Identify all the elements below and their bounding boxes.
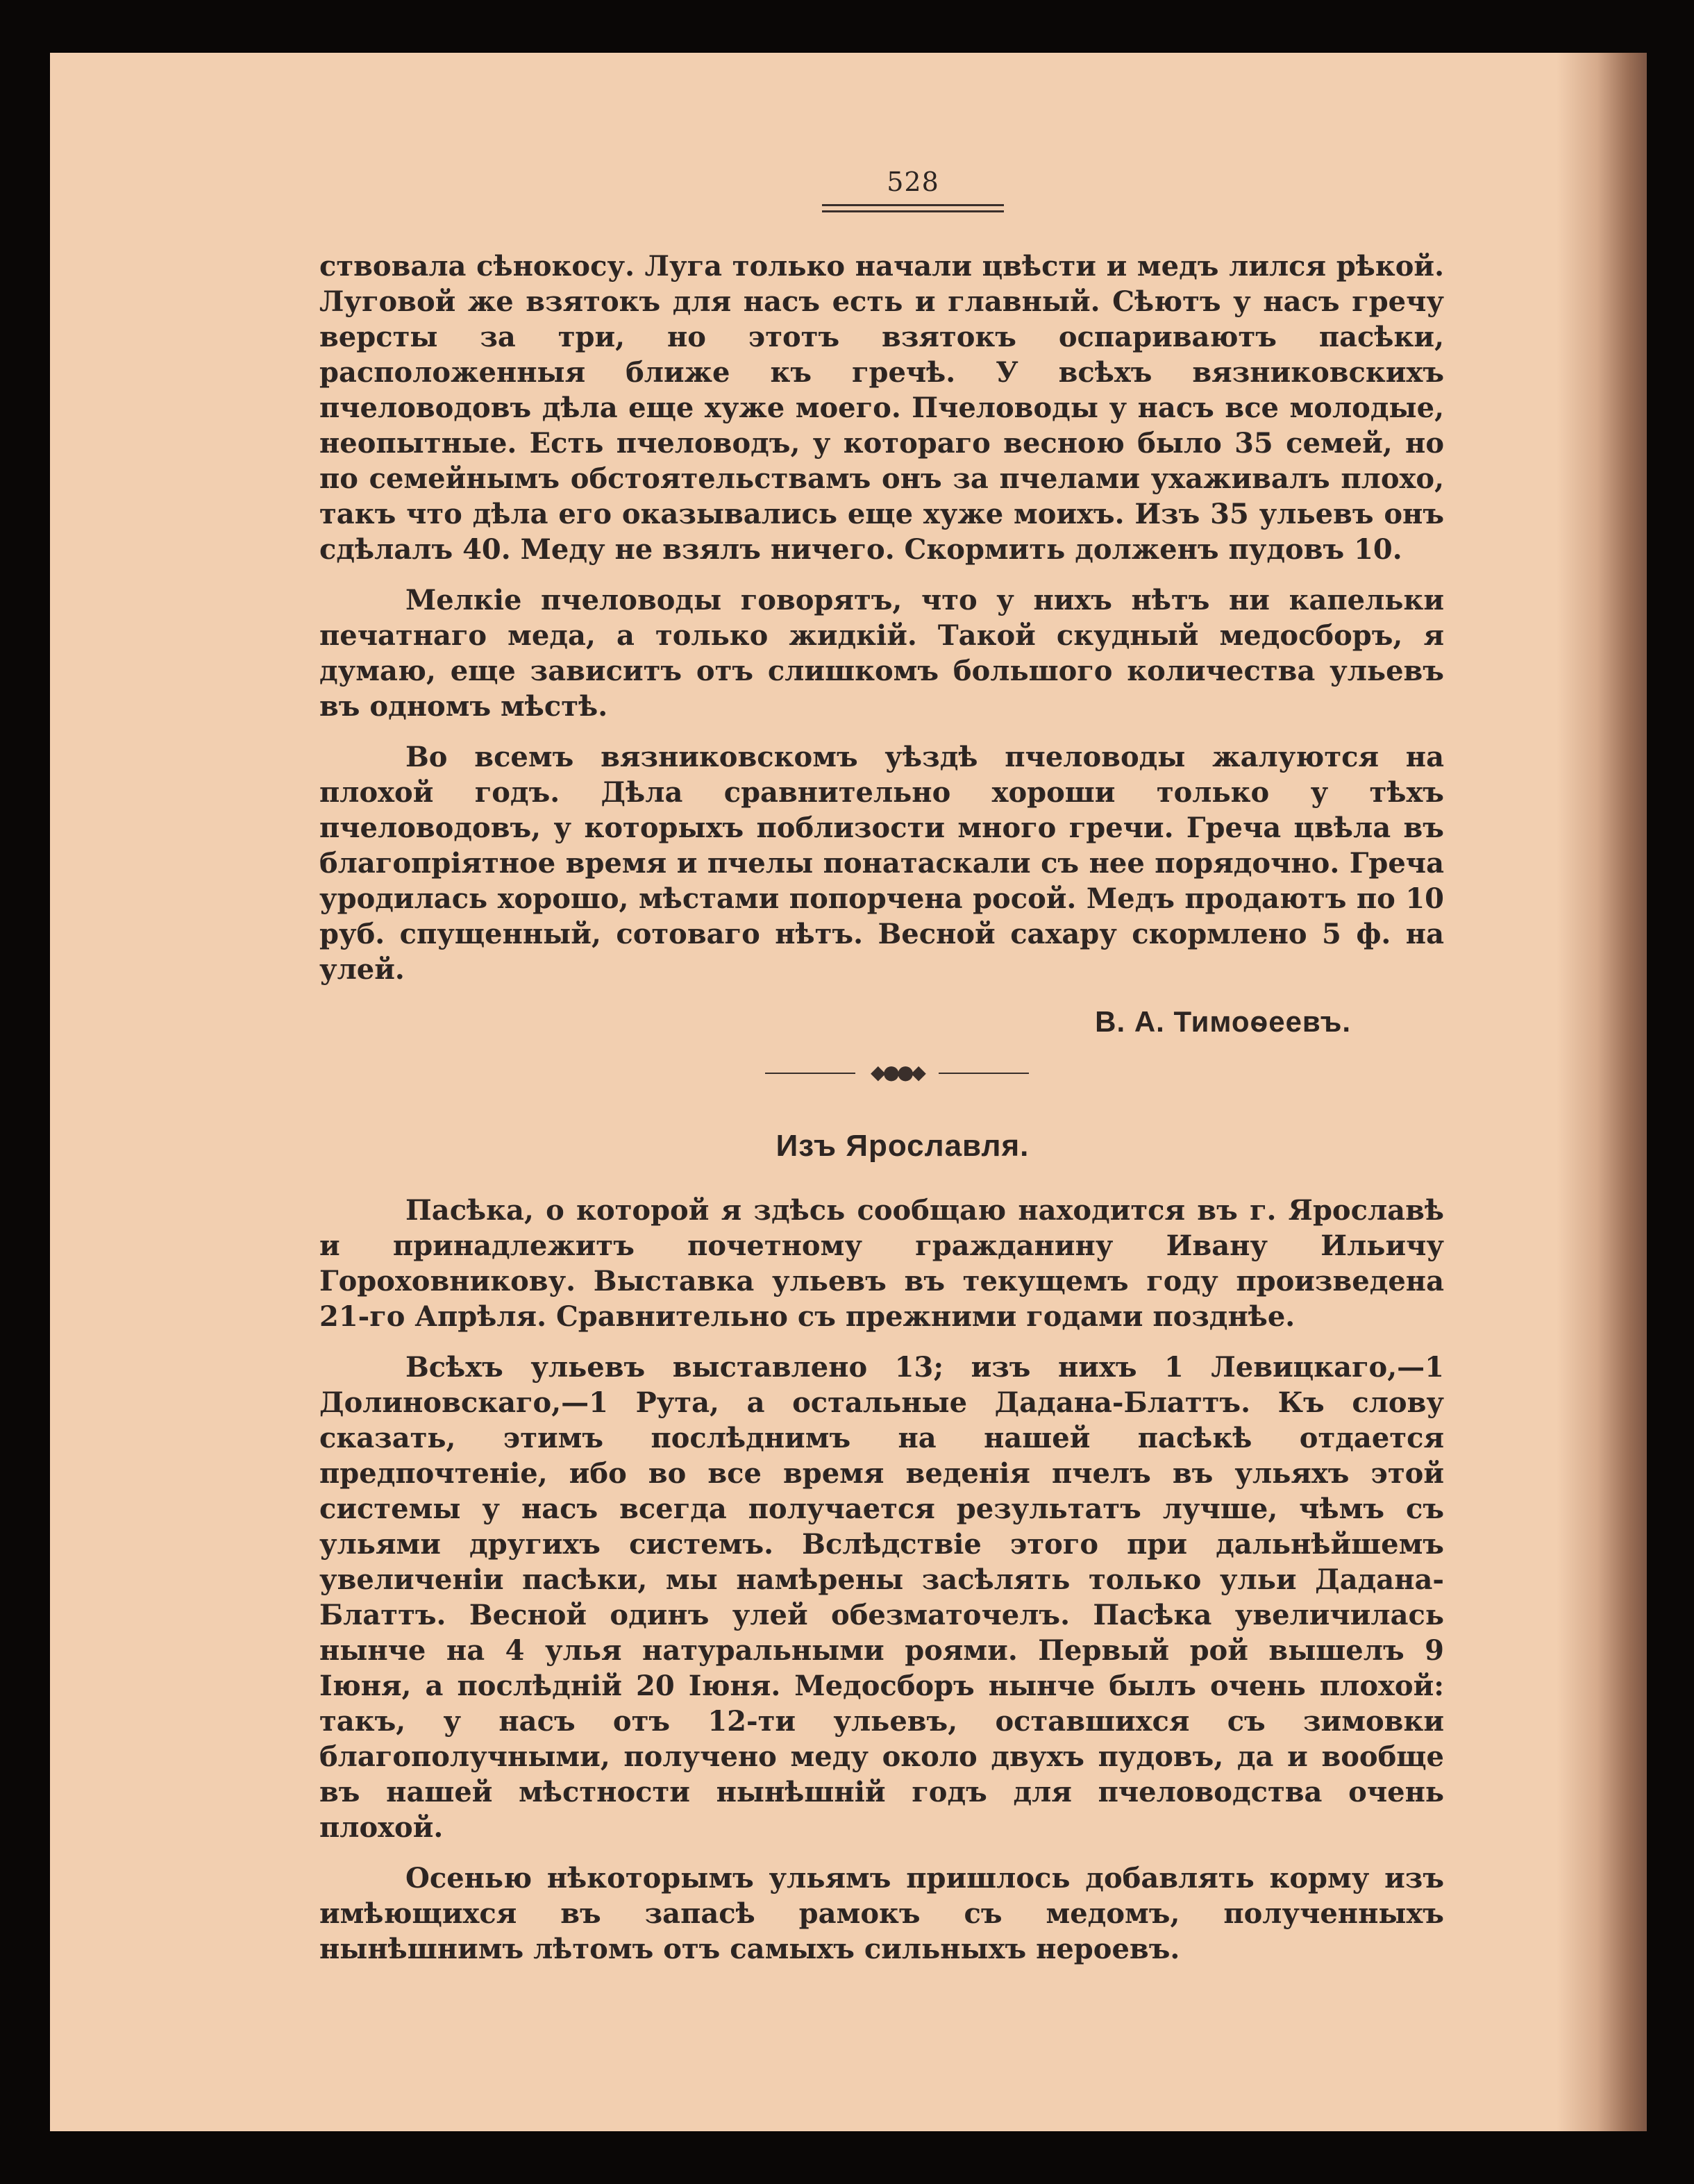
page-number-double-rule: [822, 204, 1004, 212]
book-page: [50, 53, 1647, 2131]
paragraph: Во всемъ вязниковскомъ уѣздѣ пчеловоды жалуются на плохой годъ. Дѣла сравнительно хороши только у тѣхъ пчеловодовъ, у которыхъ поблизости много гречи. Греча цвѣла въ благопріятное время и пчелы понатаскали съ нее порядочно. Греча уродилась хорошо, мѣстами попорчена росой. Медъ продаютъ по 10 руб. спущенный, сотоваго нѣтъ. Весной сахару скормлено 5 ф. на улей.: [319, 741, 1444, 986]
paragraph: Осенью нѣкоторымъ ульямъ пришлось добавлять корму изъ имѣющихся въ запасѣ рамокъ съ медомъ, полученныхъ нынѣшнимъ лѣтомъ отъ самыхъ сильныхъ нероевъ.: [319, 1862, 1444, 1965]
divider-ornament-icon: ◆●●◆: [871, 1061, 923, 1084]
page-content: [319, 164, 1444, 1967]
divider-line-right: [939, 1073, 1029, 1074]
paragraph: Пасѣка, о которой я здѣсь сообщаю находится въ г. Ярославѣ и принадлежитъ почетному гражданину Ивану Ильичу Гороховникову. Выставка ульевъ въ текущемъ году произведена 21-го Апрѣля. Сравнительно съ прежними годами позднѣе.: [319, 1194, 1444, 1333]
section-divider: [765, 1061, 1029, 1084]
section-title: Изъ Ярославля.: [775, 1129, 1030, 1163]
paragraph: Всѣхъ ульевъ выставлено 13; изъ нихъ 1 Левицкаго,—1 Долиновскаго,—1 Рута, а остальные Дадана-Блаттъ. Къ слову сказать, этимъ послѣднимъ на нашей пасѣкѣ отдается предпочтеніе, ибо во все время веденія пчелъ въ ульяхъ этой системы у насъ всегда получается результатъ лучше, чѣмъ съ ульями другихъ системъ. Вслѣдствіе этого при дальнѣйшемъ увеличеніи пасѣки, мы намѣрены засѣлять только ульи Дадана-Блаттъ. Весной одинъ улей обезматочелъ. Пасѣка увеличилась нынче на 4 улья натуральными роями. Первый рой вышелъ 9 Іюня, а послѣдній 20 Іюня. Медосборъ нынче былъ очень плохой: такъ, у насъ отъ 12-ти ульевъ, оставшихся съ зимовки благополучными, получено меду около двухъ пудовъ, да и вообще въ нашей мѣстности нынѣшній годъ для пчеловодства очень плохой.: [319, 1351, 1444, 1844]
page-number: 528: [887, 167, 939, 197]
divider-line-left: [765, 1073, 855, 1074]
author-signature: В. А. Тимоѳеевъ.: [1095, 1005, 1351, 1038]
paragraph: ствовала сѣнокосу. Луга только начали цвѣсти и медъ лился рѣкой. Луговой же взятокъ для насъ есть и главный. Сѣютъ у насъ гречу версты за три, но этотъ взятокъ оспариваютъ пасѣки, расположенныя ближе къ гречѣ. У всѣхъ вязниковскихъ пчеловодовъ дѣла еще хуже моего. Пчеловоды у насъ все молодые, неопытные. Есть пчеловодъ, у котораго весною было 35 семей, но по семейнымъ обстоятельствамъ онъ за пчелами ухаживалъ плохо, такъ что дѣла его оказывались еще хуже моихъ. Изъ 35 ульевъ онъ сдѣлалъ 40. Меду не взялъ ничего. Скормить долженъ пудовъ 10.: [319, 250, 1444, 566]
page-spine-shadow: [1557, 53, 1647, 2131]
paragraph: Мелкіе пчеловоды говорятъ, что у нихъ нѣтъ ни капельки печатнаго меда, а только жидкій. Такой скудный медосборъ, я думаю, еще зависитъ отъ слишкомъ большого количества ульевъ въ одномъ мѣстѣ.: [319, 584, 1444, 723]
